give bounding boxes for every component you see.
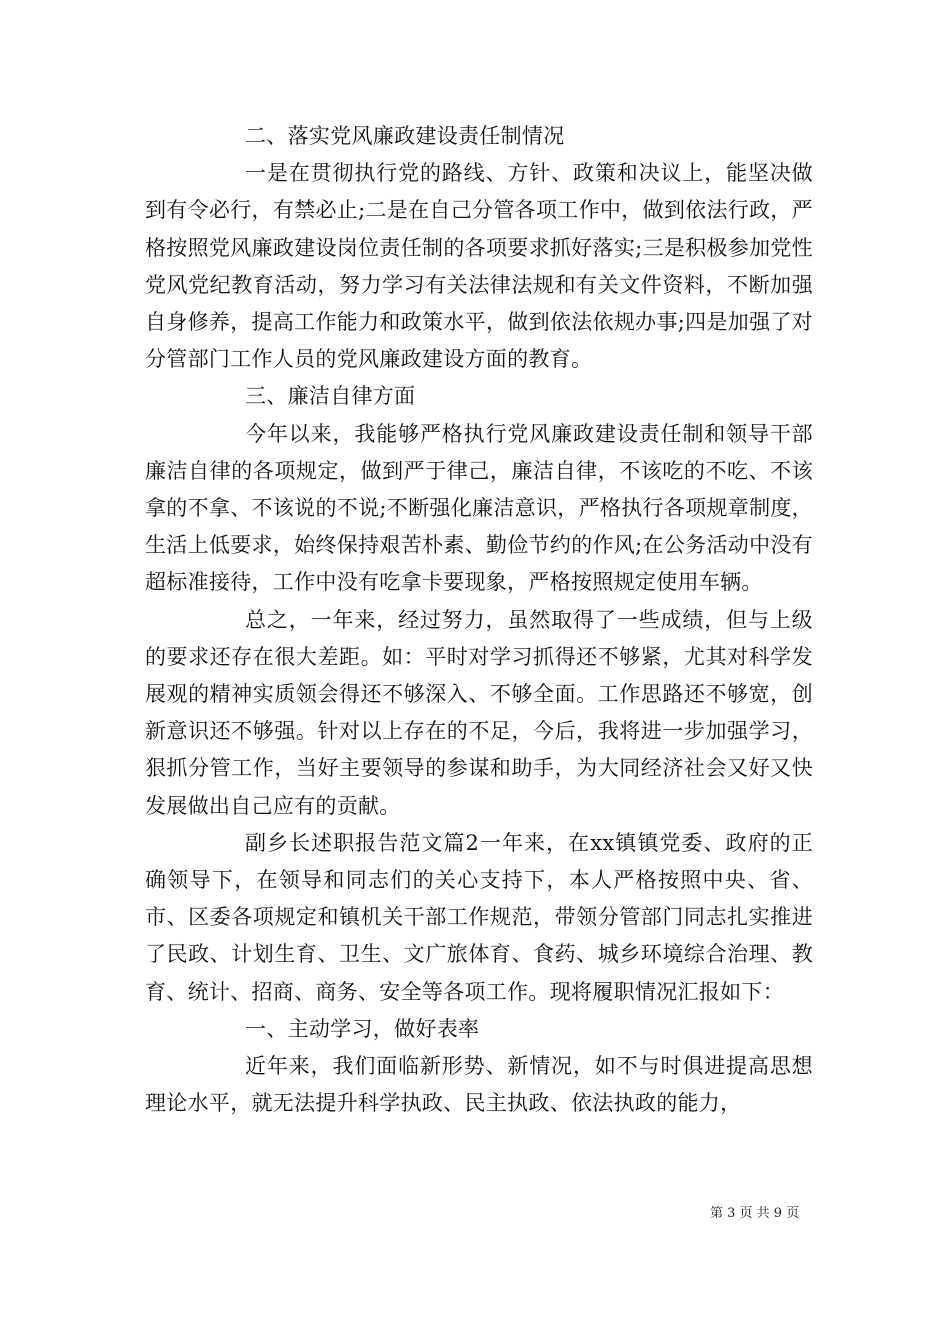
body-paragraph: 今年以来，我能够严格执行党风廉政建设责任制和领导干部廉洁自律的各项规定，做到严于律己，廉洁自律，不该吃的不吃、不该拿的不拿、不该说的不说;不断强化廉洁意识，严格执行各项规章制度，生活上低要求，始终保持艰苦朴素、勤俭节约的作风;在公务活动中没有超标准接待，工作中没有吃拿卡要现象，严格按照规定使用车辆。 bbox=[145, 421, 813, 595]
body-paragraph: 一是在贯彻执行党的路线、方针、政策和决议上，能坚决做到有令必行，有禁必止;二是在自己分管各项工作中，做到依法行政，严格按照党风廉政建设岗位责任制的各项要求抓好落实;三是积极参加党性党风党纪教育活动，努力学习有关法律法规和有关文件资料，不断加强自身修养，提高工作能力和政策水平，做到依法依规办事;四是加强了对分管部门工作人员的党风廉政建设方面的教育。 bbox=[145, 161, 813, 372]
body-paragraph: 总之，一年来，经过努力，虽然取得了一些成绩，但与上级的要求还存在很大差距。如：平时对学习抓得还不够紧，尤其对科学发展观的精神实质领会得还不够深入、不够全面。工作思路还不够宽，创新意识还不够强。针对以上存在的不足，今后，我将进一步加强学习，狠抓分管工作，当好主要领导的参谋和助手，为大同经济社会又好又快发展做出自己应有的贡献。 bbox=[145, 607, 813, 818]
section-heading: 二、落实党风廉政建设责任制情况 bbox=[245, 124, 565, 148]
section-heading: 一、主动学习，做好表率 bbox=[245, 1016, 480, 1041]
page-number-footer: 第 3 页 共 9 页 bbox=[710, 1206, 800, 1221]
body-paragraph: 近年来，我们面临新形势、新情况，如不与时俱进提高思想理论水平，就无法提升科学执政、民主执政、依法执政的能力， bbox=[145, 1054, 813, 1116]
document-body bbox=[145, 118, 813, 1122]
body-paragraph: 副乡长述职报告范文篇2一年来，在xx镇镇党委、政府的正确领导下，在领导和同志们的关心支持下，本人严格按照中央、省、市、区委各项规定和镇机关干部工作规范，带领分管部门同志扎实推进了民政、计划生育、卫生、文广旅体育、食药、城乡环境综合治理、教育、统计、招商、商务、安全等各项工作。现将履职情况汇报如下： bbox=[145, 830, 813, 1004]
section-heading: 三、廉洁自律方面 bbox=[245, 384, 416, 409]
